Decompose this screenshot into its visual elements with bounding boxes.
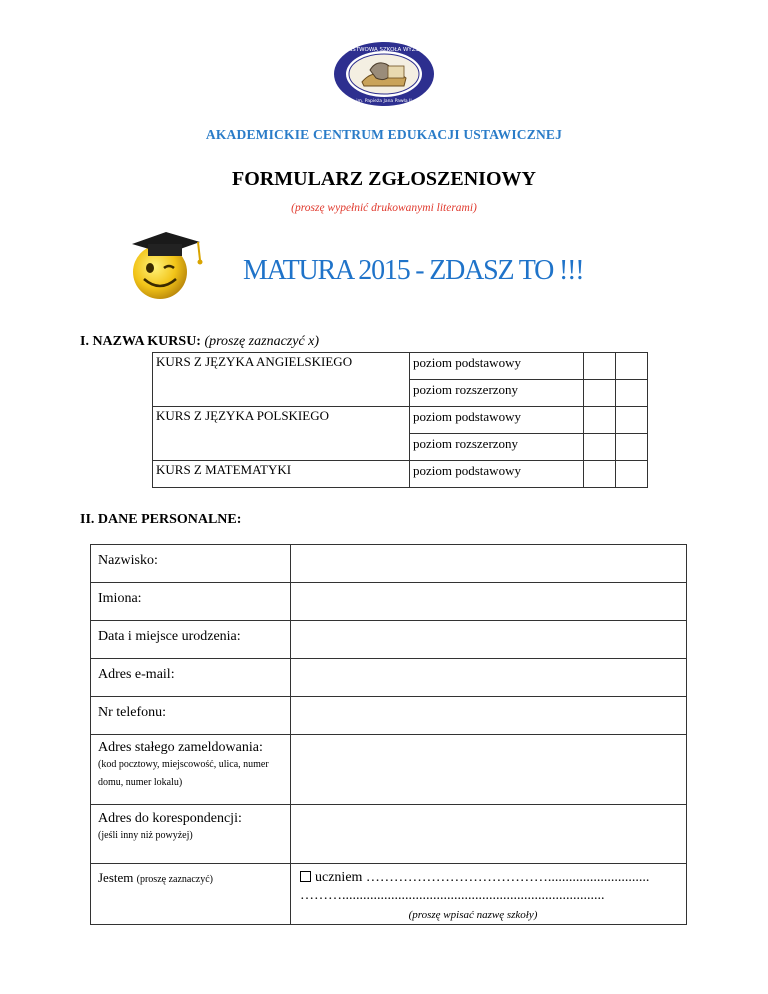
student-option-label: uczniem …………………………………............................. (315, 870, 650, 885)
form-subtitle: (proszę wypełnić drukowanymi literami) (291, 202, 477, 214)
svg-text:im. Papieża Jana Pawła II: im. Papieża Jana Pawła II (356, 99, 412, 104)
status-label-cell (91, 864, 291, 925)
course-cell-extra (616, 461, 648, 488)
section-personal-title: II. DANE PERSONALNE: (80, 512, 242, 527)
birth-label: Data i miejsce urodzenia: (91, 621, 291, 659)
table-row (91, 864, 687, 925)
table-row (91, 659, 687, 697)
svg-text:PAŃSTWOWA SZKOŁA WYŻSZA: PAŃSTWOWA SZKOŁA WYŻSZA (341, 47, 427, 53)
birth-field[interactable] (291, 621, 687, 659)
table-row (91, 735, 687, 805)
address-hint: (kod pocztowy, miejscowość, ulica, numer domu, numer lokalu) (98, 759, 269, 788)
table-row (91, 621, 687, 659)
surname-field[interactable] (291, 545, 687, 583)
course-checkbox-english-extended[interactable] (584, 380, 616, 407)
email-label: Adres e-mail: (91, 659, 291, 697)
correspondence-label: Adres do korespondencji: (98, 811, 242, 826)
address-field[interactable] (291, 735, 687, 805)
status-field (291, 864, 687, 925)
correspondence-label-cell (91, 805, 291, 864)
status-hint: (proszę zaznaczyć) (136, 874, 213, 885)
table-row (91, 545, 687, 583)
course-table (152, 352, 648, 488)
form-title: FORMULARZ ZGŁOSZENIOWY (232, 168, 536, 190)
student-checkbox[interactable] (300, 871, 311, 882)
school-logo (332, 40, 436, 108)
school-name-hint: (proszę wpisać nazwę szkoły) (408, 909, 538, 921)
banner-title: MATURA 2015 - ZDASZ TO !!! (243, 255, 584, 286)
course-name-english: KURS Z JĘZYKA ANGIELSKIEGO (153, 353, 410, 407)
table-row (91, 805, 687, 864)
section-course-note: (proszę zaznaczyć x) (204, 334, 320, 349)
school-name-line[interactable]: ………........................................................................... (300, 888, 605, 903)
section-course-label: I. NAZWA KURSU: (80, 334, 201, 349)
course-cell-extra (616, 407, 648, 434)
course-cell-extra (616, 380, 648, 407)
graduate-smiley-image (120, 222, 206, 302)
phone-field[interactable] (291, 697, 687, 735)
correspondence-hint: (jeśli inny niż powyżej) (98, 830, 193, 841)
course-checkbox-polish-extended[interactable] (584, 434, 616, 461)
section-course-title (80, 334, 319, 350)
course-name-polish: KURS Z JĘZYKA POLSKIEGO (153, 407, 410, 461)
personal-data-table (90, 544, 687, 925)
surname-label: Nazwisko: (91, 545, 291, 583)
course-name-math: KURS Z MATEMATYKI (153, 461, 410, 488)
email-field[interactable] (291, 659, 687, 697)
table-row (153, 407, 648, 434)
level-label: poziom podstawowy (410, 407, 584, 434)
level-label: poziom podstawowy (410, 461, 584, 488)
course-checkbox-polish-basic[interactable] (584, 407, 616, 434)
table-row (153, 461, 648, 488)
course-checkbox-math-basic[interactable] (584, 461, 616, 488)
first-names-label: Imiona: (91, 583, 291, 621)
level-label: poziom podstawowy (410, 353, 584, 380)
course-checkbox-english-basic[interactable] (584, 353, 616, 380)
correspondence-field[interactable] (291, 805, 687, 864)
level-label: poziom rozszerzony (410, 380, 584, 407)
table-row (91, 697, 687, 735)
address-label: Adres stałego zameldowania: (98, 740, 263, 755)
table-row (91, 583, 687, 621)
organization-name: AKADEMICKIE CENTRUM EDUKACJI USTAWICZNEJ (205, 127, 563, 142)
course-cell-extra (616, 353, 648, 380)
phone-label: Nr telefonu: (91, 697, 291, 735)
first-names-field[interactable] (291, 583, 687, 621)
status-label: Jestem (98, 870, 134, 885)
course-cell-extra (616, 434, 648, 461)
address-label-cell (91, 735, 291, 805)
level-label: poziom rozszerzony (410, 434, 584, 461)
table-row (153, 353, 648, 380)
